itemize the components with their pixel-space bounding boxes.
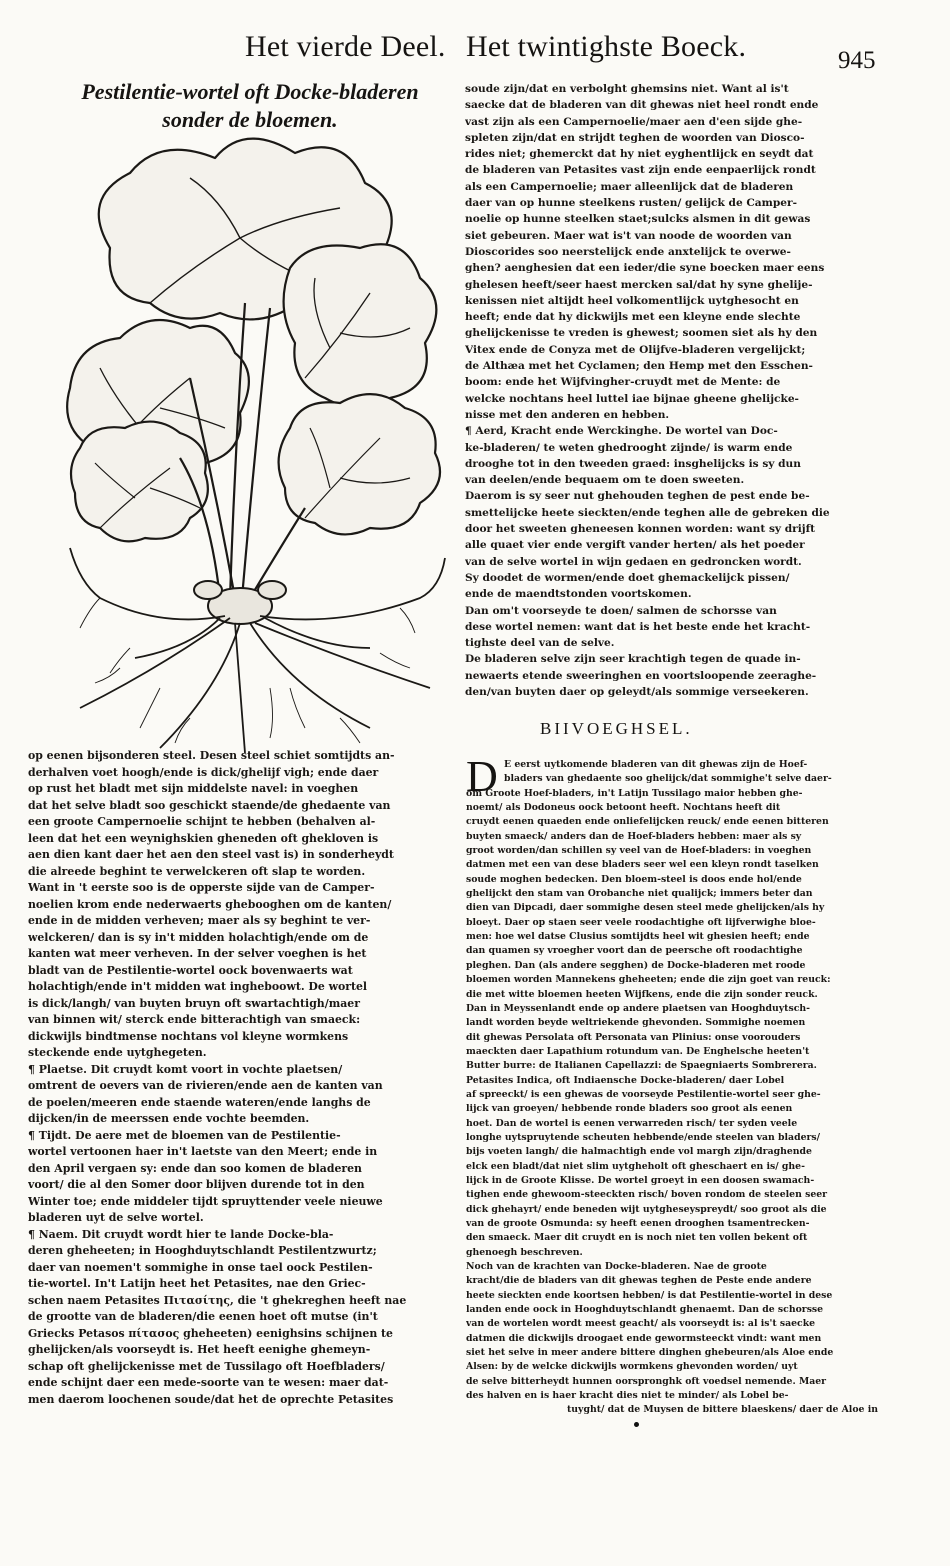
text-line: kanten wat meer verheven. In der selver voeghen is het (28, 947, 367, 960)
text-line: den smaeck. Maer dit cruydt en is noch niet ten vollen bekent oft (466, 1232, 808, 1244)
page-number: 945 (838, 47, 876, 74)
text-line: Butter burre: de Italianen Capellazzi: de Spaegniaerts Sombrerera. (466, 1060, 817, 1072)
column-left-bottom (28, 748, 448, 1408)
text-line: wortel vertoonen haer in't laetste van den Meert; ende in (28, 1145, 378, 1158)
text-line: rides niet; ghemerckt dat hy niet eyghentlijck en seydt dat (465, 148, 814, 161)
text-line: des halven en is haer kracht dies niet te minder/ als Lobel be- (466, 1390, 789, 1402)
text-line: Alsen: by de welcke dickwijls wormkens ghevonden worden/ uyt (466, 1361, 798, 1373)
running-head-left: Het vierde Deel. (245, 30, 446, 63)
text-line: om Groote Hoef-bladers, in't Latijn Tussilago maior hebben ghe- (466, 787, 803, 799)
text-line: ghelijckt den stam van Orobanche niet qualijck; immers beter dan (466, 888, 813, 900)
text-line: ¶ Aerd, Kracht ende Werckinghe. De wortel van Doc- (465, 425, 778, 438)
text-line: van binnen wit/ sterck ende bitterachtigh van smaeck: (28, 1013, 361, 1026)
text-line: kenissen niet altijdt heel volkomentlijck uytghesocht en (465, 294, 799, 307)
text-line: dat het selve bladt soo geschickt staende/de ghedaente van (28, 798, 391, 812)
text-line: bladeren uyt de selve wortel. (28, 1211, 204, 1224)
text-line: bijs voeten langh/ die halmachtigh ende vol margh zijn/draghende (466, 1146, 812, 1158)
text-line: door het sweeten gheneesen konnen worden: want sy drijft (465, 523, 816, 536)
column-right-top (465, 81, 875, 700)
text-line: die met witte bloemen heeten Wijfkens, ende die zijn sonder reuck. (466, 988, 818, 1000)
text-line: omtrent de oevers van de rivieren/ende aen de kanten van (28, 1079, 383, 1092)
text-line: bloeyt. Daer op staen seer veele roodachtighe oft lijfverwighe bloe- (466, 916, 816, 928)
text-line: men daerom loochenen soude/dat het de oprechte Petasites (28, 1392, 394, 1406)
text-line: die alreede beghint te verwelckeren oft slap te worden. (28, 864, 366, 878)
text-line: daer van op hunne steelkens rusten/ gelijck de Camper- (465, 197, 798, 210)
text-line: de grootte van de bladeren/die eenen hoet oft mutse (in't (28, 1310, 378, 1323)
text-line: lijck in de Groote Klisse. De wortel groeyt in een doosen swamach- (466, 1174, 815, 1186)
text-line: tie-wortel. In't Latijn heet het Petasites, nae den Griec- (28, 1277, 366, 1290)
text-line: van deelen/ende bequaem om te doen sweeten. (465, 474, 745, 487)
text-line: de Althæa met het Cyclamen; den Hemp met den Esschen- (465, 360, 813, 373)
text-line: noemt/ als Dodoneus oock betoont heeft. Nochtans heeft dit (466, 802, 781, 814)
text-line: E eerst uytkomende bladeren van dit ghewas zijn de Hoef- (504, 759, 808, 770)
text-line: ghelijcken/als voorseydt is. Het heeft eenighe ghemeyn- (28, 1343, 371, 1356)
text-line: voort/ die al den Somer door blijven durende tot in den (28, 1178, 365, 1191)
text-line: tuyght/ dat de Muysen de bittere blaeskens/ daer de Aloe in (567, 1404, 878, 1416)
text-line: ghenoegh beschreven. (466, 1246, 583, 1258)
text-line: schen naem Petasites Πιτασίτης, die 't ghekreghen heeft nae (28, 1293, 407, 1307)
text-line: De bladeren selve zijn seer krachtigh tegen de quade in- (465, 653, 801, 666)
text-line: soude zijn/dat en verbolght ghemsins niet. Want al is't (465, 83, 789, 95)
text-line: Want in 't eerste soo is de opperste sijde van de Camper- (28, 881, 375, 894)
text-line: ende de maendtstonden voortskomen. (465, 588, 692, 601)
text-line: van de selve wortel in wijn gedaen en gedroncken wordt. (465, 555, 802, 568)
text-line: ghen? aenghesien dat een ieder/die syne boecken maer eens (465, 262, 825, 275)
text-line: elck een bladt/dat niet slim uytgheholt oft gheschaert en is/ ghe- (466, 1160, 805, 1172)
text-line: hoet. Dan de wortel is eenen verwarreden risch/ ter syden veele (466, 1117, 798, 1129)
text-line: Dan om't voorseyde te doen/ salmen de schorsse van (465, 604, 777, 617)
supplement-heading: BIIVOEGHSEL. (540, 719, 693, 738)
text-line: dick ghehayrt/ ende beneden wijt uytgheseyspreydt/ soo groot als die (466, 1203, 827, 1215)
text-line: op eenen bijsonderen steel. Desen steel schiet somtijdts an- (28, 749, 395, 762)
text-line: longhe uytspruytende scheuten hebbende/ende steelen van bladers/ (466, 1131, 821, 1143)
text-line: deren gheheeten; in Hooghduytschlandt Pestilentzwurtz; (28, 1244, 377, 1257)
text-line: den/van buyten daer op geleydt/als sommige verseekeren. (465, 685, 809, 698)
text-line: drooghe tot in den tweeden graed: insghelijcks is sy dun (465, 457, 801, 470)
text-line: pleghen. Dan (als andere segghen) de Docke-bladeren met roode (466, 959, 806, 971)
text-line: den April vergaen sy: ende dan soo komen de bladeren (28, 1161, 362, 1175)
text-line: Dioscorides soo neerstelijck ende anxtelijck te overwe- (465, 245, 791, 258)
text-line: ende schijnt daer een mede-soorte van te wesen: maer dat- (28, 1376, 389, 1389)
text-line: Sy doodet de wormen/ende doet ghemackelijck pissen/ (465, 571, 790, 584)
text-line: men: hoe wel datse Clusius somtijdts heel wit ghesien heeft; ende (466, 931, 810, 943)
text-line: een groote Campernoelie schijnt te hebben (behalven al- (28, 815, 376, 828)
text-line: aen dien kant daer het aen den steel vast is) in sonderheydt (28, 848, 394, 861)
text-line: siet gebeuren. Maer wat is't van noode de woorden van (465, 229, 792, 242)
text-line: buyten smaeck/ anders dan de Hoef-bladers hebben: maer als sy (466, 830, 802, 842)
text-line: newaerts etende sweeringhen en voortsloopende zeeraghe- (465, 669, 817, 682)
text-line: Griecks Petasos πίτασος gheheeten) eenighsins schijnen te (28, 1326, 393, 1340)
text-line: boom: ende het Wijfvingher-cruydt met de Mente: de (465, 376, 781, 389)
text-line: tighen ende ghewoom-steeckten risch/ boven rondom de steelen seer (466, 1189, 828, 1201)
text-line: landen ende oock in Hooghduytschlandt ghenaemt. Dan de schorsse (466, 1304, 824, 1316)
text-line: bladt van de Pestilentie-wortel oock bovenwaerts wat (28, 963, 353, 977)
figure-caption-line-1: Pestilentie-wortel oft Docke-bladeren (81, 79, 419, 104)
text-line: groot worden/dan schillen sy veel van de Hoef-bladers: in voeghen (466, 845, 812, 857)
text-line: ende in de midden verheven; maer als sy beghint te ver- (28, 914, 371, 927)
text-line: de bladeren van Petasites vast zijn ende eenpaerlijck rondt (465, 164, 816, 177)
text-line: de selve bitterheydt hunnen oorspronghk oft voedsel nemende. Maer (466, 1375, 827, 1387)
text-line: cruydt eenen quaeden ende onliefelijcken reuck/ ende eenen bitteren (466, 816, 829, 828)
text-line: heete sieckten ende koortsen hebben/ is dat Pestilentie-wortel in dese (466, 1289, 833, 1301)
text-line: derhalven voet hoogh/ende is dick/ghelijf vigh; ende daer (28, 765, 379, 779)
text-line: saecke dat de bladeren van dit ghewas niet heel rondt ende (465, 99, 819, 112)
text-line: landt worden beyde weltriekende ghevonden. Sommighe noemen (466, 1017, 806, 1029)
text-line: ¶ Tijdt. De aere met de bloemen van de Pestilentie- (28, 1128, 341, 1142)
text-line: Noch van de krachten van Docke-bladeren. Nae de groote (466, 1261, 767, 1273)
text-line: heeft; ende dat hy dickwijls met een kleyne ende slechte (465, 311, 801, 324)
text-line: holachtigh/ende in't midden wat ingheboowt. De wortel (28, 980, 368, 993)
text-line: van de wortelen wordt meest geacht/ als voorseydt is: al is't saecke (466, 1318, 816, 1330)
text-line: is dick/langh/ van buyten bruyn oft swartachtigh/maer (28, 996, 360, 1010)
text-line: als een Campernoelie; maer alleenlijck dat de bladeren (465, 180, 794, 193)
text-line: dese wortel nemen: want dat is het beste ende het kracht- (465, 620, 811, 633)
text-line: dijcken/in de meerssen ende vochte beemden. (28, 1112, 310, 1125)
text-line: de poelen/meeren ende staende wateren/ende langhs de (28, 1095, 371, 1109)
text-line: ghelijckenisse te vreden is ghewest; soomen siet als hy den (465, 327, 818, 340)
text-line: kracht/die de bladers van dit ghewas teghen de Peste ende andere (466, 1275, 812, 1287)
text-line: dan quamen sy vroegher voort dan de peersche oft roodachtighe (466, 945, 803, 957)
text-line: welcke nochtans heel luttel iae bijnae gheene ghelijcke- (465, 392, 799, 405)
text-line: ghelesen heeft/seer haest mercken sal/dat hy syne ghelije- (465, 278, 813, 291)
text-line: maeckten daer Lapathium rotundum van. De Enghelsche heeten't (466, 1045, 810, 1057)
text-line: leen dat het een weynighskien gheneden oft ghekloven is (28, 831, 379, 845)
text-line: dit ghewas Persolata oft Personata van Plinius: onse voorouders (466, 1031, 801, 1043)
butterbur-plant-woodcut (40, 128, 460, 758)
text-line: tighste deel van de selve. (465, 637, 615, 650)
text-line: Petasites Indica, oft Indiaensche Docke-bladeren/ daer Lobel (466, 1074, 785, 1086)
text-line: datmen met een van dese bladers seer wel een kleyn rondt taselken (466, 859, 819, 871)
text-line: datmen die dickwijls droogaet ende gewormsteeckt vindt: want men (466, 1332, 822, 1344)
text-line: siet het selve in meer andere bittere dinghen ghebeuren/als Aloe ende (466, 1347, 834, 1359)
drop-cap: D (466, 752, 498, 801)
text-line: noelien krom ende nederwaerts ghebooghen om de kanten/ (28, 897, 392, 911)
text-line: daer van noemen't sommighe in onse tael oock Pestilen- (28, 1260, 373, 1274)
text-line: af spreeckt/ is een ghewas de voorseyde Pestilentie-wortel seer ghe- (466, 1088, 821, 1100)
text-line: Winter toe; ende middeler tijdt spruyttender veele nieuwe (28, 1194, 383, 1208)
text-line: steckende ende uytghegeten. (28, 1046, 207, 1059)
text-line: lijck van groeyen/ hebbende ronde bladers soo groot als eenen (466, 1103, 793, 1115)
text-line: ¶ Naem. Dit cruydt wordt hier te lande Docke-bla- (28, 1227, 334, 1241)
text-line: alle quaet vier ende vergift vander herten/ als het poeder (465, 539, 805, 552)
text-line: noelie op hunne steelken staet;sulcks alsmen in dit gewas (465, 213, 811, 226)
text-line: Dan in Meyssenlandt ende op andere plaetsen van Hooghduytsch- (466, 1002, 810, 1014)
column-right-bottom (466, 752, 878, 1418)
text-line: bladers van ghedaente soo ghelijck/dat sommighe't selve daer- (504, 773, 832, 785)
running-head-right: Het twintighste Boeck. (466, 30, 747, 63)
text-line: Vitex ende de Conyza met de Olijfve-bladeren vergelijckt; (465, 343, 806, 356)
text-line: dien van Dipcadi, daer sommighe desen steel mede ghelijcken/als hy (466, 902, 825, 914)
text-line: welckeren/ dan is sy in't midden holachtigh/ende om de (28, 930, 369, 944)
text-line: van de groote Osmunda: sy heeft eenen drooghen tsamentrecken- (466, 1218, 810, 1229)
text-line: smettelijcke heete sieckten/ende teghen alle de gebreken die (465, 506, 830, 519)
text-line: ¶ Plaetse. Dit cruydt komt voort in vochte plaetsen/ (28, 1062, 343, 1076)
text-line: schap oft ghelijckenisse met de Tussilago oft Hoefbladers/ (28, 1359, 385, 1373)
text-line: nisse met den anderen en hebben. (465, 408, 670, 421)
text-line: ke-bladeren/ te weten ghedrooght zijnde/ is warm ende (465, 441, 793, 454)
text-line: vast zijn als een Campernoelie/maer aen d'een sijde ghe- (465, 115, 803, 128)
text-line: Daerom is sy seer nut ghehouden teghen de pest ende be- (465, 490, 810, 503)
text-line: op rust het bladt met sijn middelste navel: in voeghen (28, 782, 359, 795)
text-line: bloemen worden Mannekens gheheeten; ende die zijn goet van reuck: (466, 974, 831, 986)
figure-caption-line-2: sonder de bloemen. (162, 107, 338, 132)
text-line: spleten zijn/dat en strijdt teghen de woorden van Diosco- (465, 131, 805, 144)
text-line: soude moghen bedecken. Den bloem-steel is doos ende hol/ende (466, 873, 802, 885)
text-line: dickwijls bindtmense nochtans vol kleyne wormkens (28, 1029, 349, 1043)
ornament-dot (634, 1422, 639, 1427)
